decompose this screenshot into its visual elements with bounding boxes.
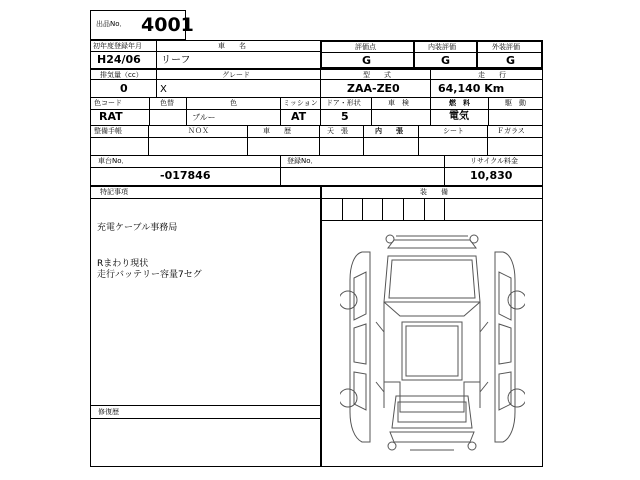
chassis-number-label: 車台No．: [98, 157, 129, 165]
hline: [320, 220, 543, 221]
hline: [90, 51, 320, 52]
hline: [90, 97, 543, 98]
lot-box: [90, 10, 194, 40]
hline: [90, 167, 543, 168]
grade-value: X: [160, 84, 167, 95]
color-code-label: 色コード: [94, 99, 122, 107]
mileage-value: 64,140 Km: [438, 82, 505, 95]
hline: [90, 109, 543, 110]
hline: [90, 125, 543, 126]
fuel-label: 燃 料: [449, 99, 470, 107]
history-label: 車 歴: [263, 127, 291, 135]
interior-score-value: G: [441, 54, 451, 67]
color-change-label: 色替: [160, 99, 174, 107]
fuel-value: 電気: [449, 111, 469, 122]
inspection-label: 車 検: [388, 99, 409, 107]
model-label: 型 式: [363, 71, 391, 79]
hline: [90, 79, 543, 80]
notes-header: 特記事項: [100, 188, 128, 196]
color-label: 色: [230, 99, 237, 107]
notes-line-1: 充電ケーブル事務局: [97, 223, 178, 233]
hline: [90, 198, 543, 199]
seat-label: シート: [443, 127, 464, 135]
score-value: G: [362, 54, 372, 67]
door-value: 5: [341, 110, 349, 123]
equipment-label: 装 備: [420, 188, 448, 196]
grade-label: グレード: [222, 71, 250, 79]
lot-number: 4001: [141, 14, 194, 36]
mission-value: AT: [291, 110, 307, 123]
car-rear-view: [388, 396, 476, 450]
repair-history-label: 修復歴: [98, 408, 119, 416]
hline: [90, 405, 320, 406]
model-value: ZAA-ZE0: [347, 82, 400, 95]
lot-label: 出品No．: [96, 20, 127, 28]
hline: [90, 418, 320, 419]
sunroof-label: 天 張: [327, 127, 348, 135]
color-value: ブルー: [192, 113, 216, 122]
interior-label: 内 張: [375, 127, 403, 135]
color-code-value: RAT: [99, 110, 123, 123]
first-registration-label: 初年度登録年月: [93, 42, 142, 50]
car-front-view: [386, 235, 478, 248]
mileage-label: 走 行: [478, 71, 506, 79]
hline: [90, 185, 543, 187]
drive-label: 駆 動: [505, 99, 526, 107]
exterior-score-label: 外装評価: [492, 43, 520, 51]
notes-line-3: 走行バッテリー容量7セグ: [97, 270, 202, 280]
notes-line-2: Rまわり現状: [97, 259, 149, 269]
displacement-label: 排気量（cc）: [100, 71, 143, 79]
car-top-view: [376, 256, 488, 412]
car-left-side-view: [340, 252, 370, 442]
car-name-label: 車 名: [218, 42, 246, 50]
mission-label: ミッション: [283, 99, 318, 107]
recycle-fee-value: 10,830: [470, 169, 513, 182]
hline: [90, 137, 543, 138]
nox-label: ＮＯＸ: [188, 127, 209, 135]
recycle-fee-label: リサイクル料金: [470, 157, 519, 165]
chassis-number-value: -017846: [160, 169, 211, 182]
score-label: 評価点: [355, 43, 376, 51]
door-label: ドア・形状: [326, 99, 361, 107]
hline: [90, 155, 543, 156]
car-name-value: リーフ: [161, 55, 191, 66]
maintenance-book-label: 整備手帳: [94, 127, 122, 135]
car-damage-diagram: [340, 232, 525, 457]
displacement-value: 0: [120, 82, 128, 95]
registration-number-label: 登録No．: [287, 157, 318, 165]
interior-score-label: 内装評価: [428, 43, 456, 51]
car-right-side-view: [495, 252, 525, 442]
first-registration-value: H24/06: [97, 53, 141, 66]
exterior-score-value: G: [506, 54, 516, 67]
glass-label: Ｆガラス: [497, 127, 525, 135]
